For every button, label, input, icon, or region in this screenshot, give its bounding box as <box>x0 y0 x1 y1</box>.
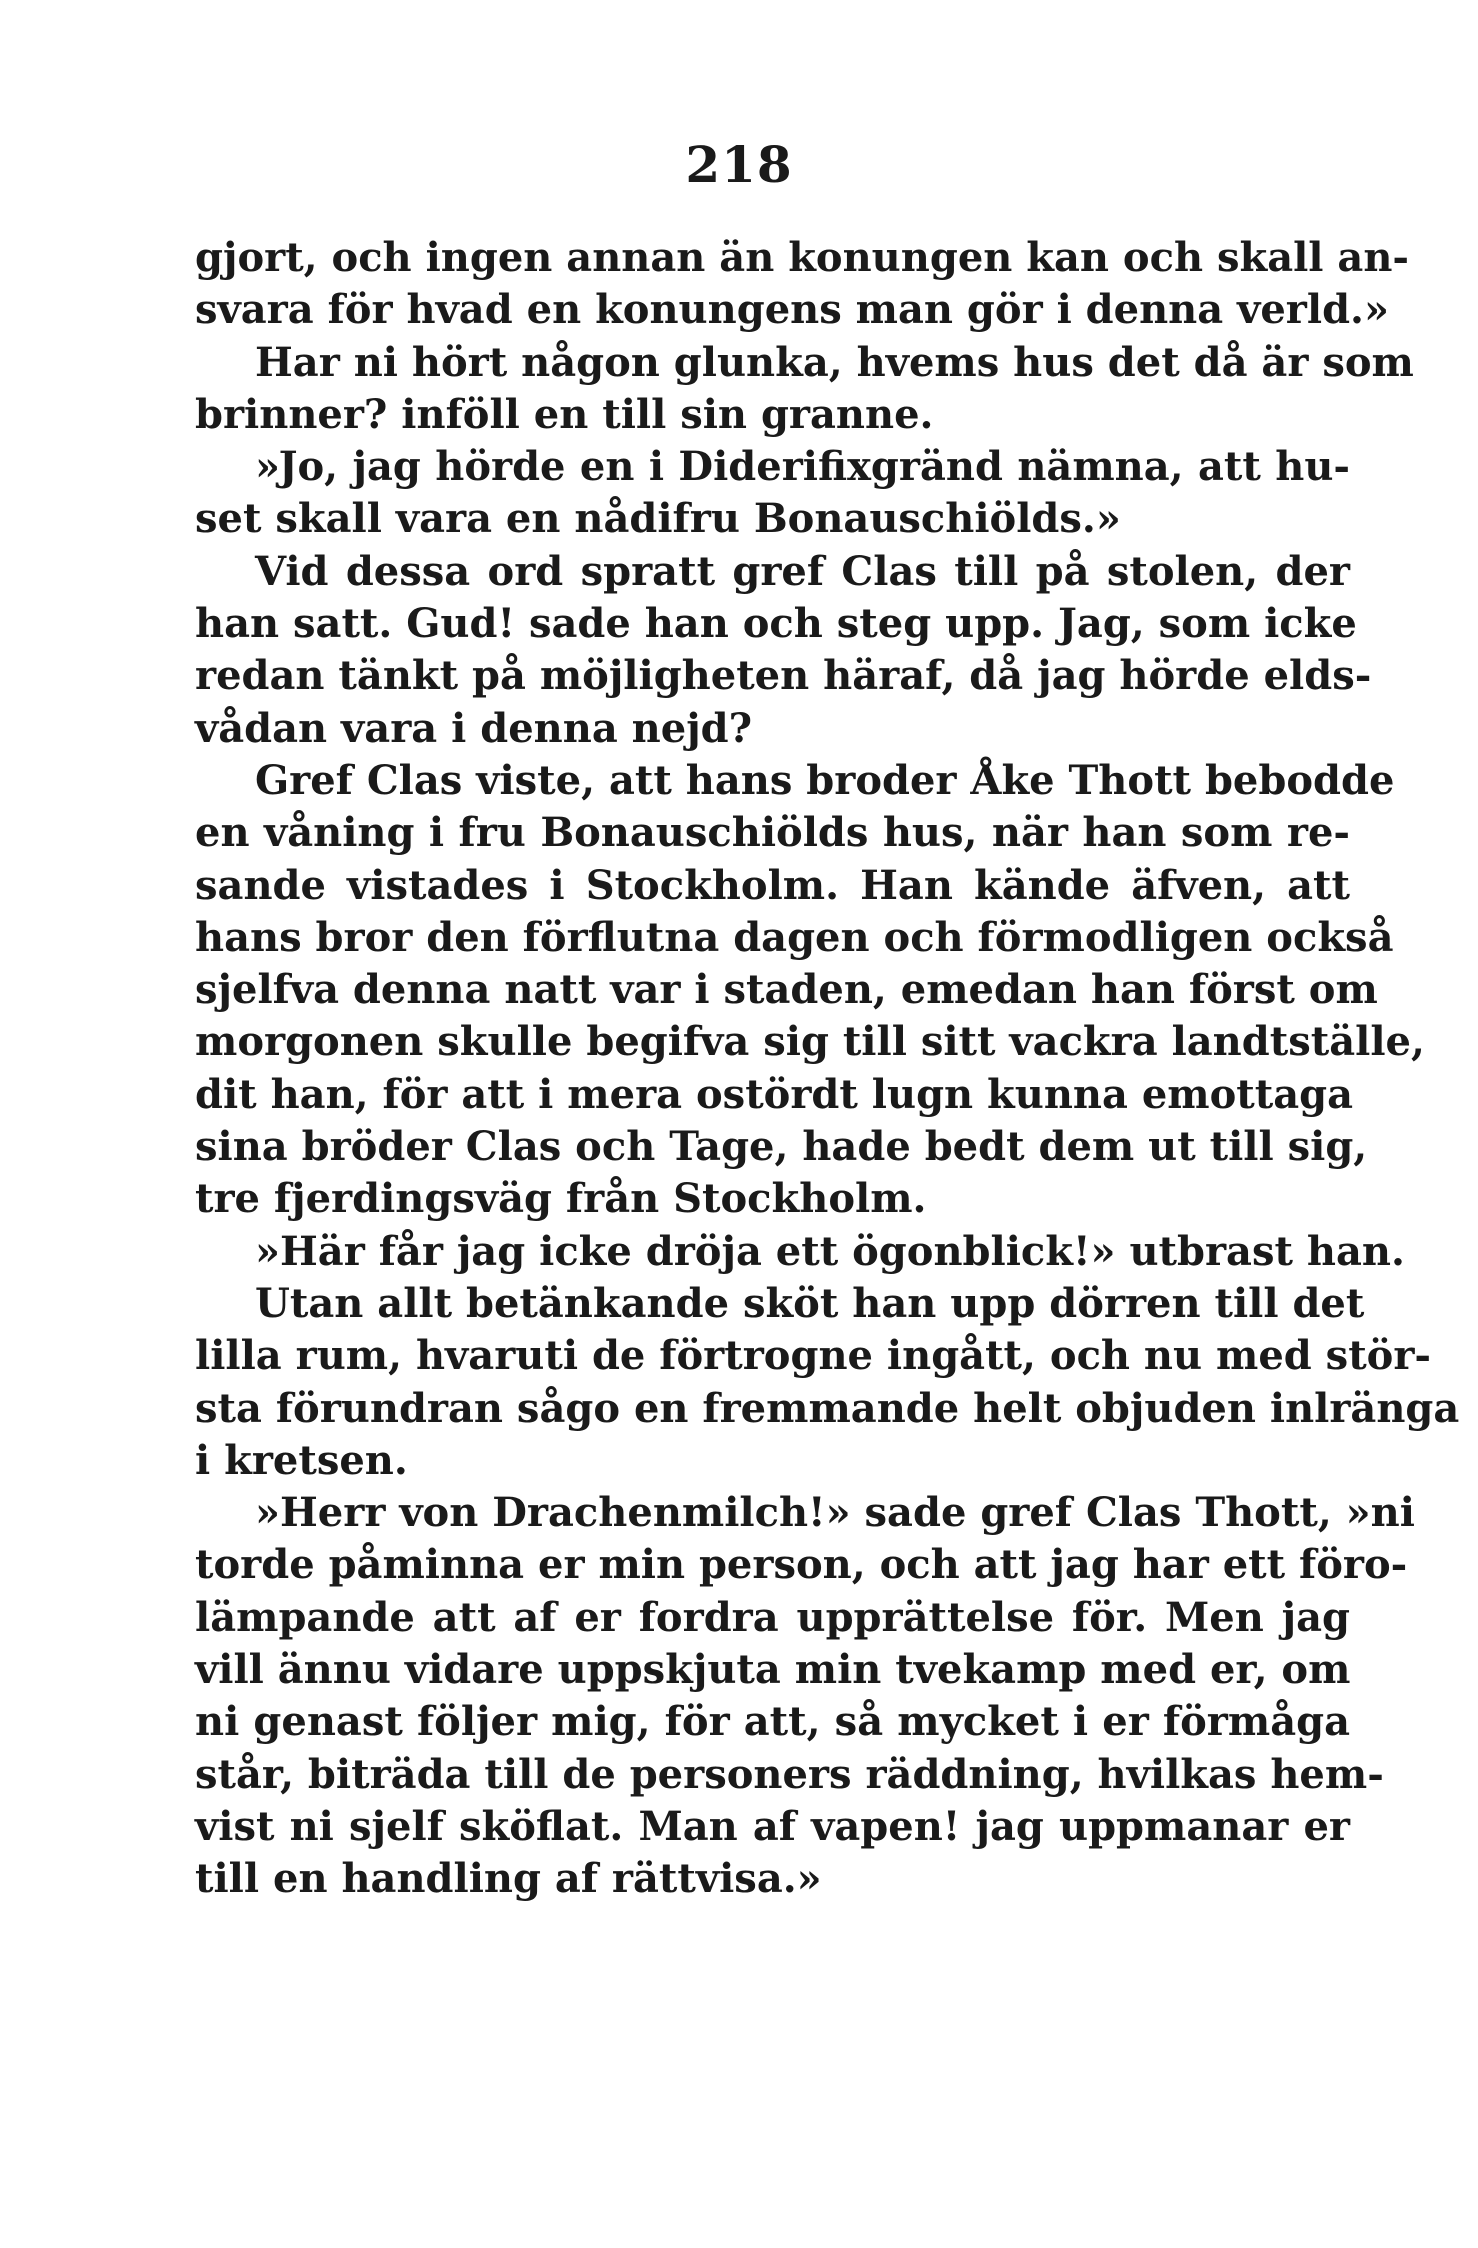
text-line: lämpande att af er fordra upprättelse för. Men jag <box>195 1593 1350 1641</box>
text-line: Har ni hört någon glunka, hvems hus det då är som <box>255 338 1414 386</box>
text-line: står, biträda till de personers räddning, hvilkas hem- <box>195 1750 1384 1798</box>
text-line: dit han, för att i mera ostördt lugn kunna emottaga <box>195 1070 1354 1118</box>
text-line: »Jo, jag hörde en i Diderifixgränd nämna, att hu- <box>255 443 1350 491</box>
text-line: gjort, och ingen annan än konungen kan och skall an- <box>195 234 1410 281</box>
text-line: till en handling af rättvisa.» <box>195 1855 822 1903</box>
text-line: sjelfva denna natt var i staden, emedan han först om <box>195 966 1378 1014</box>
text-line: torde påminna er min person, och att jag har ett föro- <box>195 1541 1408 1589</box>
text-line: sina bröder Clas och Tage, hade bedt dem ut till sig, <box>195 1123 1368 1171</box>
text-line: en våning i fru Bonauschiölds hus, när han som re- <box>195 809 1350 857</box>
text-line: »Här får jag icke dröja ett ögonblick!» utbrast han. <box>255 1227 1405 1275</box>
body-text <box>195 232 1460 1906</box>
text-line: tre fjerdingsväg från Stockholm. <box>195 1175 927 1223</box>
text-line: han satt. Gud! sade han och steg upp. Jag, som icke <box>195 600 1357 648</box>
text-line: sta förundran sågo en fremmande helt objuden inlränga <box>195 1384 1460 1432</box>
text-line: Vid dessa ord spratt gref Clas till på stolen, der <box>255 547 1350 595</box>
text-line: lilla rum, hvaruti de förtrogne ingått, och nu med stör- <box>195 1332 1432 1380</box>
text-line: sande vistades i Stockholm. Han kände äfven, att <box>195 861 1350 909</box>
text-line: vist ni sjelf sköflat. Man af vapen! jag uppmanar er <box>195 1802 1350 1850</box>
text-line: svara för hvad en konungens man gör i denna verld.» <box>195 286 1389 334</box>
text-line: morgonen skulle begifva sig till sitt vackra landtställe, <box>195 1018 1425 1066</box>
text-line: Gref Clas viste, att hans broder Åke Thott bebodde <box>255 756 1395 804</box>
text-line: brinner? inföll en till sin granne. <box>195 390 934 438</box>
text-line: set skall vara en nådifru Bonauschiölds.» <box>195 495 1121 543</box>
text-line: vådan vara i denna nejd? <box>195 704 753 752</box>
text-line: vill ännu vidare uppskjuta min tvekamp med er, om <box>195 1646 1351 1694</box>
text-line: hans bror den förflutna dagen och förmodligen också <box>195 913 1394 961</box>
text-line: »Herr von Drachenmilch!» sade gref Clas Thott, »ni <box>255 1489 1415 1537</box>
text-line: Utan allt betänkande sköt han upp dörren till det <box>255 1279 1365 1327</box>
text-line: i kretsen. <box>195 1436 408 1484</box>
text-line: ni genast följer mig, för att, så mycket i er förmåga <box>195 1698 1350 1746</box>
text-line: redan tänkt på möjligheten häraf, då jag hörde elds- <box>195 652 1372 700</box>
page-number: 218 <box>685 135 793 194</box>
